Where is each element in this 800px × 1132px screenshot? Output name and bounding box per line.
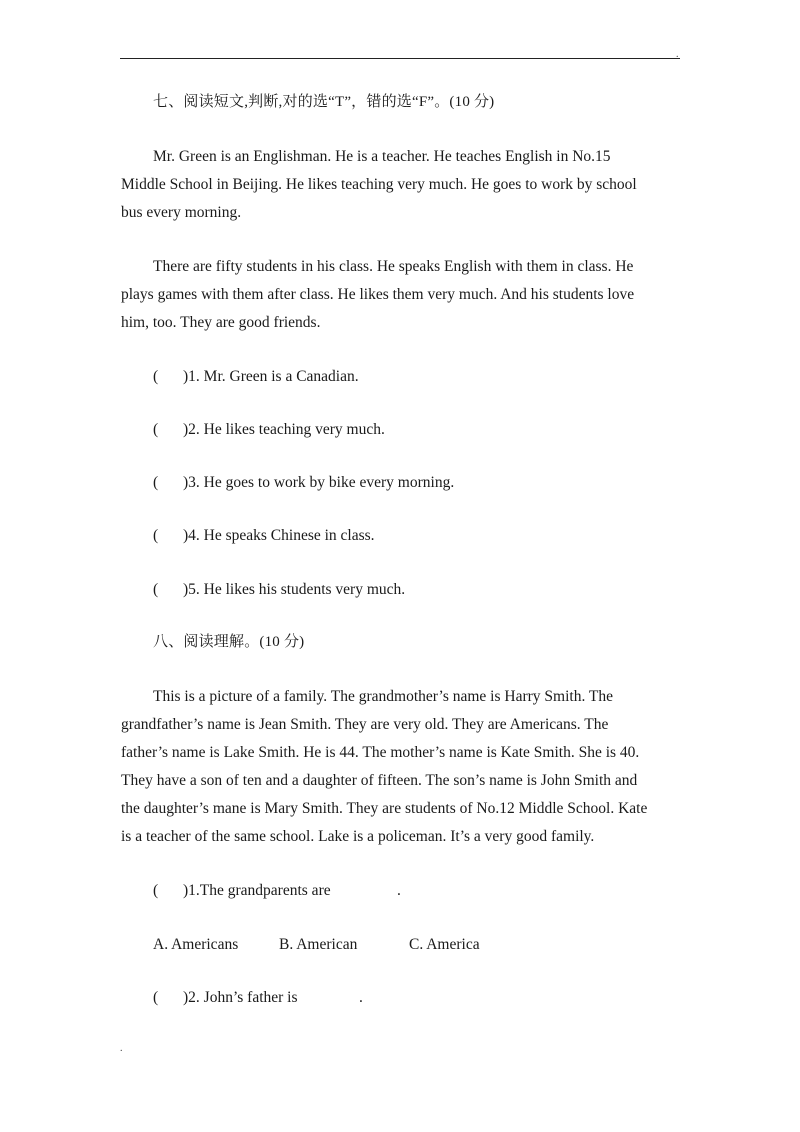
question-text: )1.The grandparents are [183,882,331,899]
paragraph-line: the daughter’s mane is Mary Smith. They are students of No.12 Middle School. Kate [121,800,648,817]
paragraph-line: Middle School in Beijing. He likes teaching very much. He goes to work by school [121,176,637,193]
answer-paren[interactable]: ( [153,882,159,899]
paragraph-line: grandfather’s name is Jean Smith. They are very old. They are Americans. The [121,716,609,733]
question-text: )4. He speaks Chinese in class. [183,527,375,544]
section8-heading: 八、阅读理解。(10 分) [153,634,305,650]
answer-paren[interactable]: ( [153,527,159,544]
option-c[interactable]: C. America [409,936,480,953]
question-text: )2. He likes teaching very much. [183,421,385,438]
paragraph-line: is a teacher of the same school. Lake is a policeman. It’s a very good family. [121,828,595,845]
question-text: )2. John’s father is [183,989,298,1006]
question-text: )5. He likes his students very much. [183,581,406,598]
question-text: )3. He goes to work by bike every morning. [183,474,455,491]
answer-paren[interactable]: ( [153,368,159,385]
answer-paren[interactable]: ( [153,989,159,1006]
paragraph-line: They have a son of ten and a daughter of fifteen. The son’s name is John Smith and [121,772,638,789]
section7-heading: 七、阅读短文,判断,对的选“T”，错的选“F”。(10 分) [153,94,495,110]
option-b[interactable]: B. American [279,936,358,953]
question-end-period: . [359,989,363,1006]
paragraph-line: plays games with them after class. He likes them very much. And his students love [121,286,635,303]
option-a[interactable]: A. Americans [153,936,239,953]
paragraph-line: There are fifty students in his class. He speaks English with them in class. He [153,258,634,275]
answer-paren[interactable]: ( [153,581,159,598]
answer-paren[interactable]: ( [153,474,159,491]
question-end-period: . [397,882,401,899]
footer-mark: . [120,1043,123,1054]
paragraph-line: This is a picture of a family. The grandmother’s name is Harry Smith. The [153,688,614,705]
header-mark: . [676,49,679,60]
answer-paren[interactable]: ( [153,421,159,438]
paragraph-line: Mr. Green is an Englishman. He is a teacher. He teaches English in No.15 [153,148,611,165]
header-rule [120,58,680,59]
question-text: )1. Mr. Green is a Canadian. [183,368,359,385]
paragraph-line: father’s name is Lake Smith. He is 44. The mother’s name is Kate Smith. She is 40. [121,744,640,761]
paragraph-line: bus every morning. [121,204,242,221]
paragraph-line: him, too. They are good friends. [121,314,321,331]
